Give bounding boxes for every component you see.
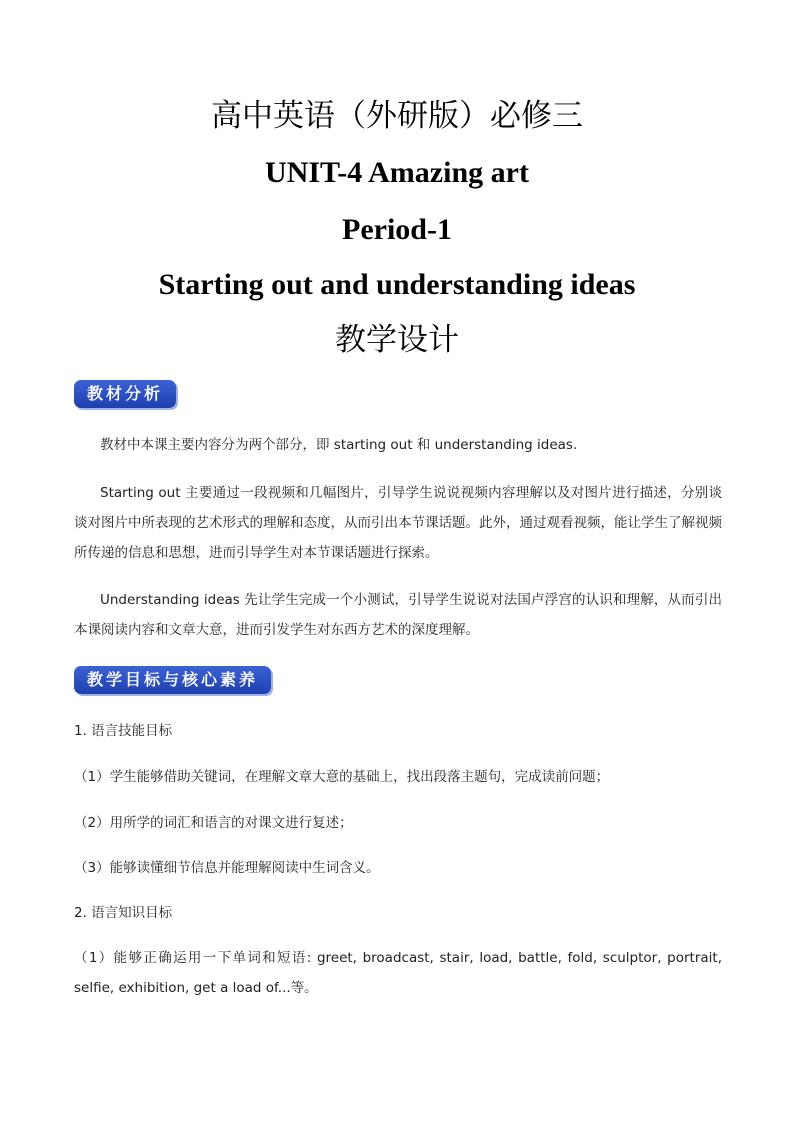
doc-title-cn: 高中英语（外研版）必修三 [211,98,583,133]
objective-item-3: （3）能够读懂细节信息并能理解阅读中生词含义。 [74,860,380,876]
lesson-title: Starting out and understanding ideas [158,268,636,301]
objective-item-2: （2）用所学的词汇和语言的对课文进行复述； [74,815,353,831]
doc-subtitle: 教学设计 [335,322,459,357]
objective-item-1: （1）学生能够借助关键词，在理解文章大意的基础上，找出段落主题句，完成读前问题； [74,769,610,785]
period-title: Period-1 [342,213,452,246]
section-badge-materials: 教材分析 [74,380,176,408]
paragraph-intro: 教材中本课主要内容分为两个部分，即 starting out 和 understanding ideas. [100,437,578,453]
objective-heading-knowledge: 2. 语言知识目标 [74,905,173,921]
paragraph-understanding-ideas: Understanding ideas 先让学生完成一个小测试，引导学生说说对法国卢浮宫的认识和理解，从而引出本课阅读内容和文章大意，进而引发学生对东西方艺术的深度理解。 [74,592,722,638]
objective-item-4: （1）能够正确运用一下单词和短语: greet, broadcast, stair, load, battle, fold, sculptor, portrait, selfie, exhibition, get a load of...等。 [74,950,722,996]
unit-title: UNIT-4 Amazing art [265,156,529,189]
objective-heading-skills: 1. 语言技能目标 [74,723,173,739]
paragraph-starting-out: Starting out 主要通过一段视频和几幅图片，引导学生说说视频内容理解以及对图片进行描述，分别谈谈对图片中所表现的艺术形式的理解和态度，从而引出本节课话题。此外，通过观看视频，能让学生了解视频所传递的信息和思想，进而引导学生对本节课话题进行探索。 [74,485,722,561]
section-badge-objectives: 教学目标与核心素养 [74,666,271,694]
